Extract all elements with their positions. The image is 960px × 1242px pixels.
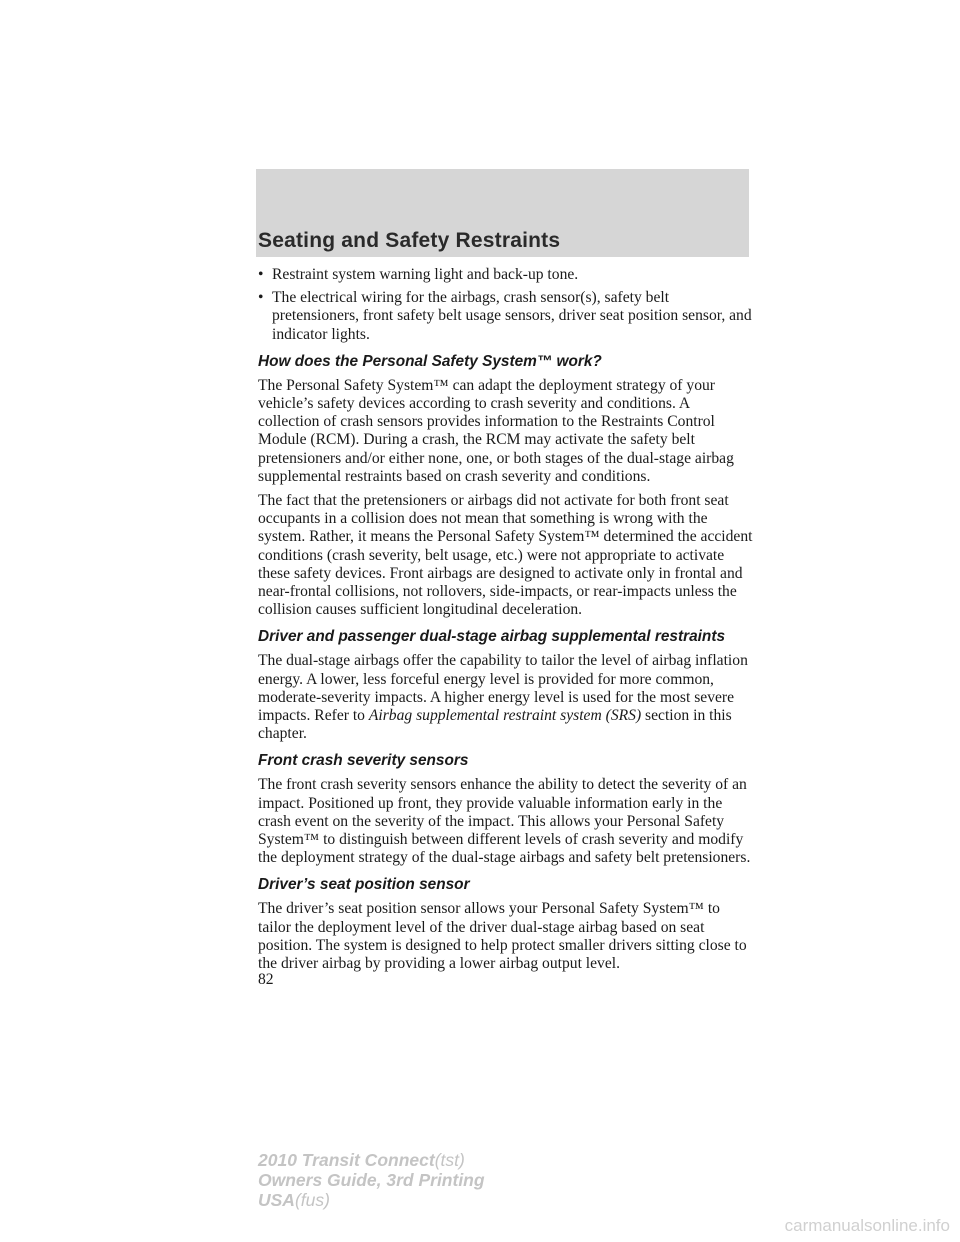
seat-sensor-paragraph: The driver’s seat position sensor allows your Personal Safety System™ to tailor the deployment level of the driver dual-stage airbag based on seat position. The system is designed to help protect smaller drivers sitting close to the driver airbag by providing a lower airbag output level. [258, 900, 747, 973]
bullet-icon: • [258, 266, 264, 283]
footer-model: 2010 Transit Connect [258, 1150, 435, 1170]
pss-paragraph-2: The fact that the pretensioners or airbags did not activate for both front seat occupants in a collision does not mean that something is wrong with the system. Rather, it means the Personal Safety System™ determined the accident conditions (crash severity, belt usage, etc.) were not appropriate to activate these safety devices. Front airbags are designed to activate only in frontal and near-frontal collisions, not rollovers, side-impacts, or rear-impacts unless the collision causes sufficient longitudinal deceleration. [258, 492, 753, 619]
pss-heading: How does the Personal Safety System™ work? [258, 352, 602, 370]
list-item [258, 289, 754, 344]
footer-line-3 [258, 1190, 485, 1210]
front-sensors-heading: Front crash severity sensors [258, 752, 469, 770]
bullet-text: The electrical wiring for the airbags, crash sensor(s), safety belt pretensioners, front safety belt usage sensors, driver seat position sensor, and indicator lights. [272, 289, 752, 343]
footer-line-1 [258, 1150, 485, 1170]
footer-line-2: Owners Guide, 3rd Printing [258, 1170, 485, 1190]
footer-market: USA [258, 1190, 295, 1210]
footer-market-code: (fus) [294, 1190, 330, 1210]
bullet-list [258, 266, 754, 344]
list-item [258, 266, 754, 284]
srs-reference: Airbag supplemental restraint system (SRS) [368, 707, 642, 725]
bullet-text: Restraint system warning light and back-up tone. [272, 266, 579, 283]
bullet-icon: • [258, 289, 264, 307]
front-sensors-paragraph: The front crash severity sensors enhance the ability to detect the severity of an impact. Positioned up front, they provide valuable information early in the crash event on the severity of the impact. This allows your Personal Safety System™ to distinguish between different levels of crash severity and modify the deployment strategy of the dual-stage airbags and safety belt pretensioners. [258, 776, 751, 867]
page-content [258, 266, 754, 979]
print-footer [258, 1150, 485, 1210]
dual-stage-text-end: section in this chapter. [258, 707, 732, 743]
site-watermark: carmanualsonline.info [784, 1216, 950, 1235]
page-number: 82 [258, 971, 274, 988]
dual-stage-text: The dual-stage airbags offer the capability to tailor the level of airbag inflation energy. A lower, less forceful energy level is provided for more common, moderate-severity impacts. A higher energy level is used for the most severe impacts. Refer to [258, 652, 748, 725]
dual-stage-heading: Driver and passenger dual-stage airbag supplemental restraints [258, 628, 726, 646]
section-title: Seating and Safety Restraints [258, 229, 561, 252]
dual-stage-paragraph [258, 652, 754, 743]
footer-model-code: (tst) [434, 1150, 465, 1170]
pss-paragraph-1: The Personal Safety System™ can adapt the deployment strategy of your vehicle’s safety devices according to crash severity and conditions. A collection of crash sensors provides information to the Restraints Control Module (RCM). During a crash, the RCM may activate the safety belt pretensioners and/or either none, one, or both stages of the dual-stage airbag supplemental restraints based on crash severity and conditions. [258, 376, 734, 485]
seat-sensor-heading: Driver’s seat position sensor [258, 876, 470, 894]
